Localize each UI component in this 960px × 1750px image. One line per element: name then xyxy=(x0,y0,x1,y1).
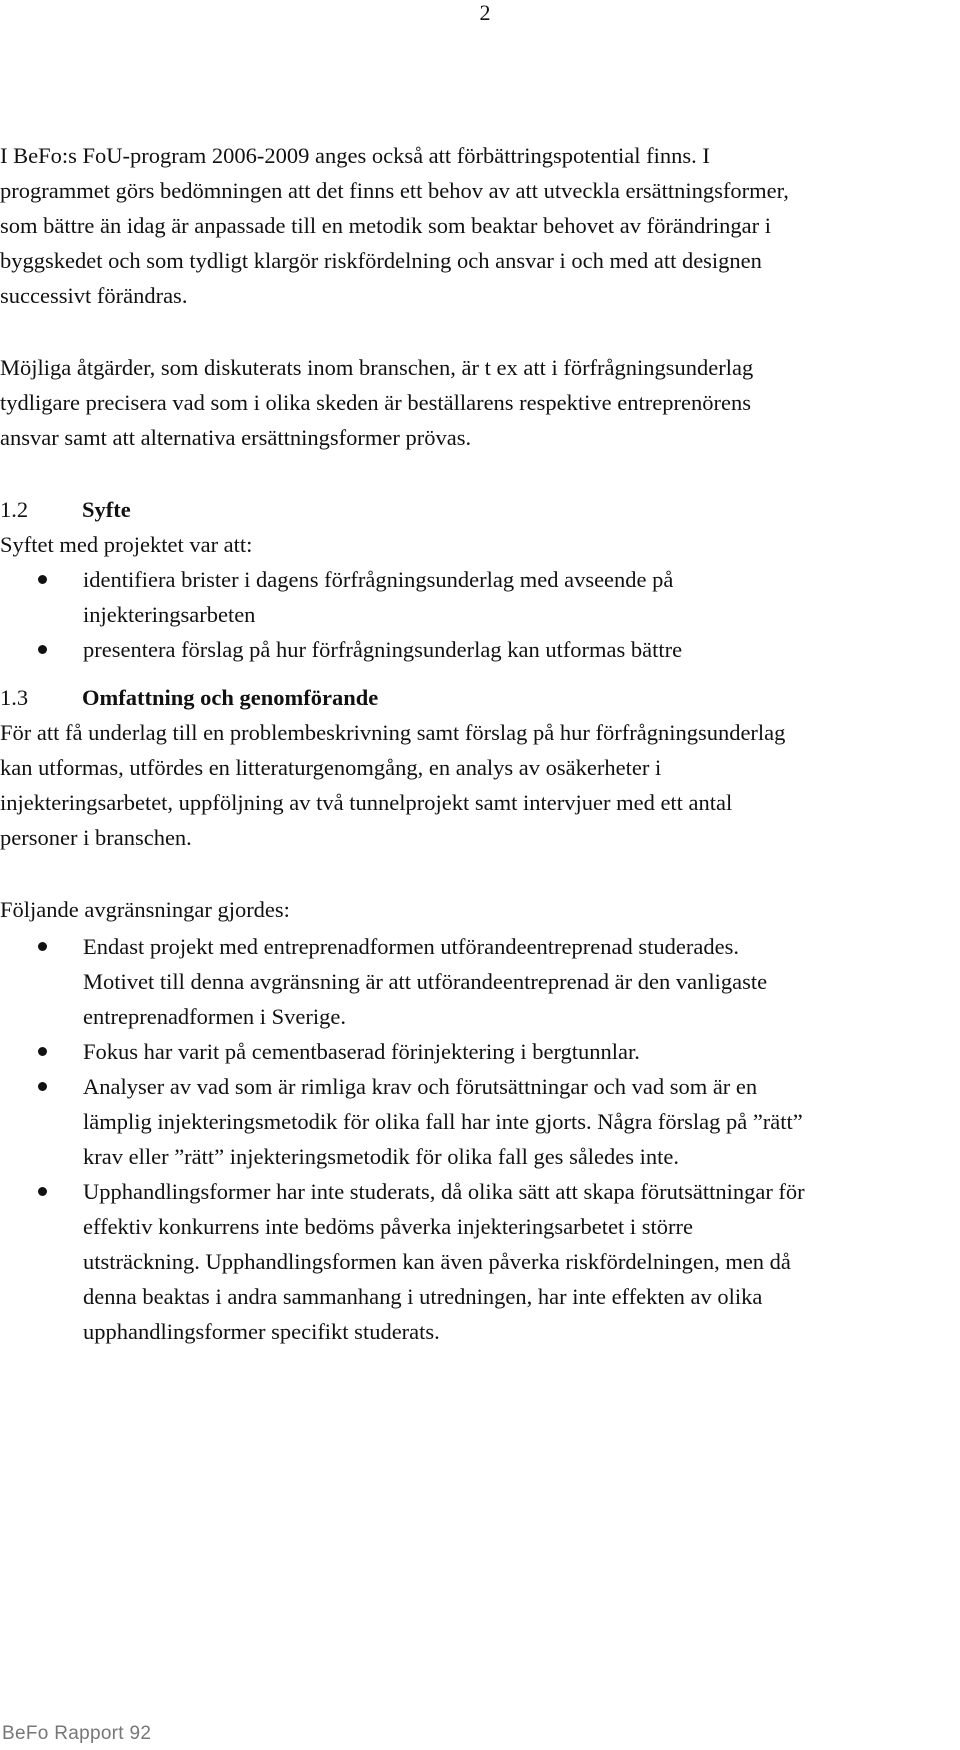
report-footer: BeFo Rapport 92 xyxy=(2,1723,152,1744)
bullet-icon xyxy=(38,575,47,584)
bullet-icon xyxy=(38,1187,47,1196)
paragraph-intro: I BeFo:s FoU-program 2006-2009 anges också att förbättringspotential finns. I programmet görs bedömningen att det finns ett behov av att utveckla ersättningsformer, som bättre än idag är anpassade till en metodik som beaktar behovet av förändringar i byggskedet och som tydligt klargör riskfördelning och ansvar i och med att designen successivt förändras. xyxy=(0,143,789,308)
section-intro: Syftet med projektet var att: xyxy=(0,532,253,557)
list-item-text: Fokus har varit på cementbaserad förinjektering i bergtunnlar. xyxy=(83,1039,640,1064)
list-item-text: identifiera brister i dagens förfrågningsunderlag med avseende på injekteringsarbeten xyxy=(83,567,674,627)
list-item xyxy=(0,1069,955,1174)
bullet-icon xyxy=(38,1082,47,1091)
list-item xyxy=(0,929,955,1034)
list-item xyxy=(0,562,955,632)
list-item xyxy=(0,1174,955,1349)
section-heading-1-2 xyxy=(0,492,955,527)
limits-intro: Följande avgränsningar gjordes: xyxy=(0,897,290,922)
purpose-list xyxy=(0,562,955,667)
bullet-icon xyxy=(38,942,47,951)
section-heading-1-3 xyxy=(0,680,955,715)
document-body xyxy=(0,138,955,1349)
section-number: 1.3 xyxy=(0,685,29,710)
list-item-text: Upphandlingsformer har inte studerats, då olika sätt att skapa förutsättningar för effektiv konkurrens inte bedöms påverka injekteringsarbetet i större utsträckning. Upphandlingsformen kan även påverka riskfördelningen, men då denna beaktas i andra sammanhang i utredningen, har inte effekten av olika upphandlingsformer specifikt studerats. xyxy=(83,1179,805,1344)
section-number: 1.2 xyxy=(0,497,29,522)
paragraph-scope: För att få underlag till en problembeskrivning samt förslag på hur förfrågningsunderlag kan utformas, utfördes en litteraturgenomgång, en analys av osäkerheter i injekteringsarbetet, uppföljning av två tunnelprojekt samt intervjuer med ett antal personer i branschen. xyxy=(0,720,786,850)
list-item xyxy=(0,632,955,667)
limits-list xyxy=(0,929,955,1349)
list-item xyxy=(0,1034,955,1069)
list-item-text: presentera förslag på hur förfrågningsunderlag kan utformas bättre xyxy=(83,637,683,662)
list-item-text: Endast projekt med entreprenadformen utförandeentreprenad studerades. Motivet till denna avgränsning är att utförandeentreprenad är den vanligaste entreprenadformen i Sverige. xyxy=(83,934,768,1029)
section-title: Omfattning och genomförande xyxy=(82,685,379,710)
paragraph-measures: Möjliga åtgärder, som diskuterats inom branschen, är t ex att i förfrågningsunderlag tydligare precisera vad som i olika skeden är beställarens respektive entreprenörens ansvar samt att alternativa ersättningsformer prövas. xyxy=(0,355,754,450)
bullet-icon xyxy=(38,1047,47,1056)
bullet-icon xyxy=(38,645,47,654)
section-title: Syfte xyxy=(82,497,131,522)
page-number: 2 xyxy=(479,0,491,25)
list-item-text: Analyser av vad som är rimliga krav och förutsättningar och vad som är en lämplig injekteringsmetodik för olika fall har inte gjorts. Några förslag på ”rätt” krav eller ”rätt” injekteringsmetodik för olika fall ges således inte. xyxy=(83,1074,803,1169)
